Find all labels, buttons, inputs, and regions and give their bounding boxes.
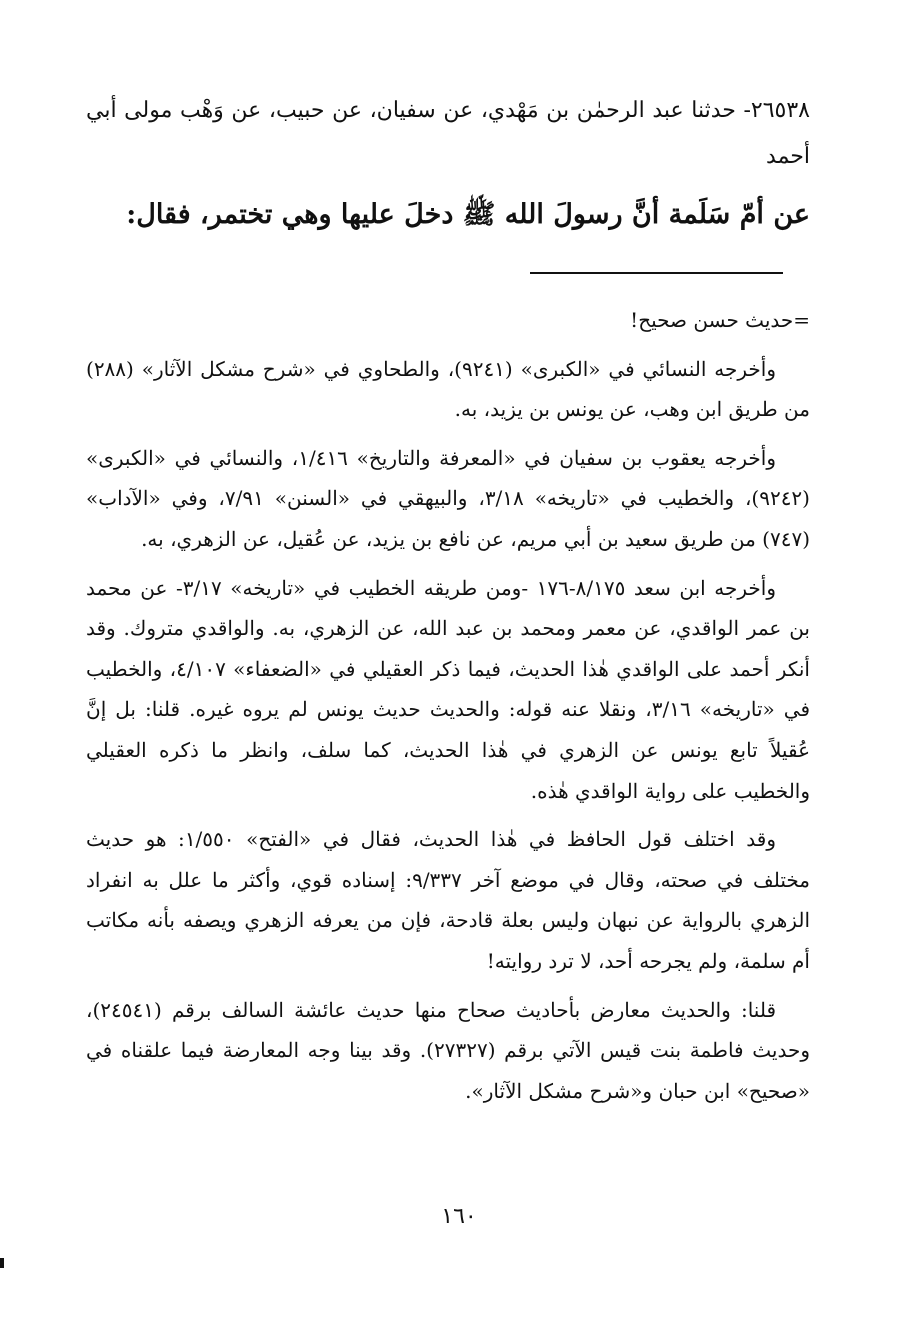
footnote-separator	[530, 272, 783, 274]
footnote-paragraph: وقد اختلف قول الحافظ في هٰذا الحديث، فقال في «الفتح» ١/٥٥٠: هو حديث مختلف في صحته، وقال في موضع آخر ٩/٣٣٧: إسناده قوي، وأكثر ما علل به انفراد الزهري بالرواية عن نبهان وليس بعلة قادحة، فإن من يعرفه الزهري ويصفه بأنه مكاتب أم سلمة، ولم يجرحه أحد، لا ترد روايته!	[86, 827, 810, 973]
footnote-paragraph: قلنا: والحديث معارض بأحاديث صحاح منها حديث عائشة السالف برقم (٢٤٥٤١)، وحديث فاطمة بنت قيس الآتي برقم (٢٧٣٢٧). وقد بينا وجه المعارضة فيما علقناه في «صحيح» ابن حبان و«شرح مشكل الآثار».	[86, 997, 810, 1103]
footnote-paragraph: وأخرجه النسائي في «الكبرى» (٩٢٤١)، والطحاوي في «شرح مشكل الآثار» (٢٨٨) من طريق ابن وهب، عن يونس بن يزيد، به.	[86, 356, 810, 422]
page-number: ١٦٠	[441, 1204, 477, 1229]
footnote-continuation: =حديث حسن صحيح!	[630, 308, 810, 332]
footnotes	[86, 300, 810, 1119]
footnote-paragraph: وأخرجه ابن سعد ٨/١٧٥-١٧٦ -ومن طريقه الخطيب في «تاريخه» ٣/١٧- عن محمد بن عمر الواقدي، عن معمر ومحمد بن عبد الله، عن الزهري، به. والواقدي متروك. وقد أنكر أحمد على الواقدي هٰذا الحديث، فيما ذكر العقيلي في «الضعفاء» ٤/١٠٧، والخطيب في «تاريخه» ٣/١٦، ونقلا عنه قوله: والحديث حديث يونس لم يروه غيره. قلنا: بل إنَّ عُقيلاً تابع يونس عن الزهري في هٰذا الحديث، كما سلف، وانظر ما ذكره العقيلي والخطيب على رواية الواقدي هٰذه.	[86, 575, 811, 803]
hadith-isnad: ٢٦٥٣٨- حدثنا عبد الرحمٰن بن مَهْدي، عن سفيان، عن حبيب، عن وَهْب مولى أبي أحمد	[86, 98, 810, 169]
footnote-paragraph: وأخرجه يعقوب بن سفيان في «المعرفة والتاريخ» ١/٤١٦، والنسائي في «الكبرى» (٩٢٤٢)، والخطيب في «تاريخه» ٣/١٨، والبيهقي في «السنن» ٧/٩١، وفي «الآداب» (٧٤٧) من طريق سعيد بن أبي مريم، عن نافع بن يزيد، عن عُقيل، عن الزهري، به.	[86, 445, 810, 551]
hadith-matn: عن أمّ سَلَمة أنَّ رسولَ الله ﷺ دخلَ عليها وهي تختمر، فقال:	[126, 199, 810, 230]
scan-edge-mark	[0, 1258, 4, 1268]
